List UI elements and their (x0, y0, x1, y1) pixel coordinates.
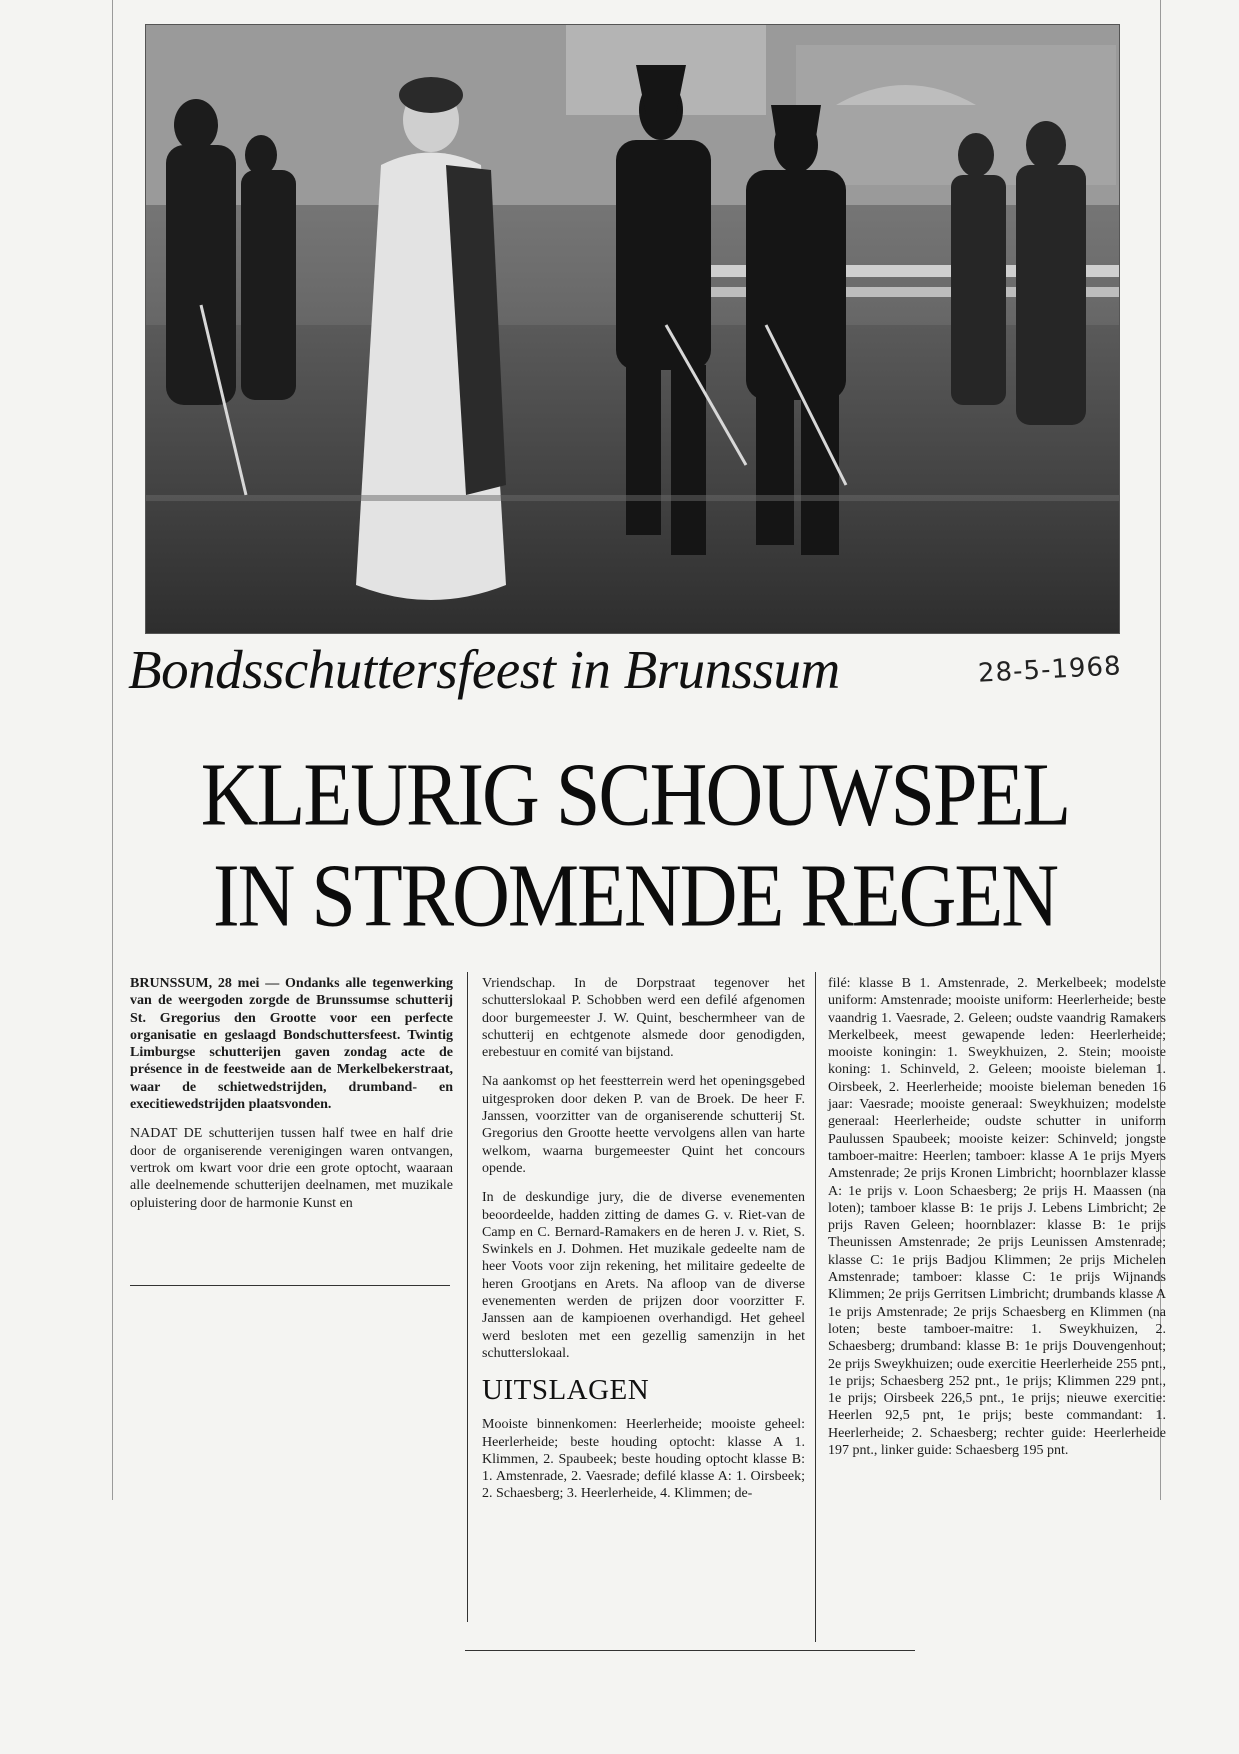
photo-icon (146, 25, 1119, 633)
article-end-rule (465, 1650, 915, 1651)
handwritten-date: 28-5-1968 (977, 651, 1123, 689)
headline (140, 745, 1130, 947)
column1-end-rule (130, 1285, 450, 1286)
scan-edge-left (112, 0, 113, 1500)
column-divider-2 (815, 972, 816, 1642)
article-column-2 (482, 975, 805, 1515)
headline-line-1: KLEURIG SCHOUWSPEL (200, 746, 1070, 845)
column-divider-1 (467, 972, 468, 1622)
headline-line-2: IN STROMENDE REGEN (213, 846, 1057, 946)
kicker-title: Bondsschuttersfeest in Brunssum (128, 639, 840, 700)
article-lead: BRUNSSUM, 28 mei — Ondanks alle tegenwerking van de weergoden zorgde de Brunssumse schutterij St. Gregorius den Grootte voor een perfecte organisatie en geslaagd Bondschuttersfeest. Twintig Limburgse schutterijen gaven zondag acte de présence in de feestweide aan de Merkelbekerstraat, waar de schietwedstrijden, drumband- en execitiewedstrijden plaatsvonden. (130, 976, 453, 1113)
results-subheading: UITSLAGEN (482, 1374, 650, 1407)
article-paragraph: NADAT DE schutterijen tussen half twee en half drie door de organiserende verenigingen waren ontvangen, vertrok om kwart voor drie een grote optocht, waaraan alle deelnemende schutterijen deelnamen, met muzikale opluistering door de harmonie Kunst en (130, 1126, 453, 1211)
article-column-3 (828, 975, 1166, 1471)
article-paragraph: Na aankomst op het feestterrein werd het openingsgebed uitgesproken door deken P. van de Broek. De heer F. Janssen, voorzitter van de organiserende schutterij St. Gregorius den Grootte heette vervolgens allen van harte welkom, waarna burgemeester Quint het concours opende. (482, 1074, 805, 1176)
results-paragraph: filé: klasse B 1. Amstenrade, 2. Merkelbeek; modelste uniform: Amstenrade; mooiste uniform: Heerlerheide; beste vaandrig 1. Vaesrade, 2. Geleen; oudste vaandrig Ramakers Merkelbeek, meest gewapende leden: Heerlerheide; mooiste koningin: 1. Sweykhuizen, 2. Stein; mooiste koning: 1. Schinveld, 2. Geleen; mooiste bieleman 1. Oirsbeek, 2. Heerlerheide; mooiste bieleman beneden 16 jaar: Vaesrade; mooiste generaal: Sweykhuizen; modelste generaal: Heerlerheide; oudste schutter in uniform Paulussen Spaubeek; mooiste keizer: Schinveld; jongste tamboer-maitre: Heerlen; tamboer: klasse A 1e prijs Myers Amstenrade; 2e prijs Kronen Limbricht; hoornblazer klasse A: 1e prijs v. Loon Schaesberg; 2e prijs H. Maassen (na loten); tamboer klasse B: 1e prijs J. Lebens Limbricht; 2e prijs Raven Geleen; hoornblazer: klasse B: 1e prijs Theunissen Amstenrade; 2e prijs Leunissen Amstenrade; klasse C: 1e prijs Badjou Klimmen; 2e prijs Michelen Amstenrade; tamboer: klasse C: 1e prijs Wijnands Klimmen; 2e prijs Gerritsen Limbricht; drumbands klasse A 1e prijs Amstenrade; 2e prijs Schaesberg en Klimmen (na loten; beste tamboer-maitre: 1. Sweykhuizen, 2. Schaesberg; drumband: klasse B: 1e prijs Douvengenhout; 2e prijs Sweykhuizen; oude exercitie Heerlerheide 255 pnt., 1e prijs; Schaesberg 252 pnt., 1e prijs; Klimmen 229 pnt., 1e prijs; Oirsbeek 226,5 pnt., 1e prijs; nieuwe exercitie: Heerlen 92,5 pnt, 1e prijs; beste commandant: 1. Heerlerheide; 2. Schaesberg; rechter guide: Heerlerheide 197 pnt., linker guide: Schaesberg 195 pnt. (828, 976, 1166, 1459)
article-paragraph: Vriendschap. In de Dorpstraat tegenover het schutterslokaal P. Schobben werd een defilé afgenomen door burgemeester J. W. Quint, beschermheer van de schutterij en echtgenote alsmede door genodigden, erebestuur en comité van bijstand. (482, 976, 805, 1061)
article-paragraph: In de deskundige jury, die de diverse evenementen beoordeelde, hadden zitting de dames G. v. Riet-van de Camp en C. Bernard-Ramakers en de heren J. v. Riet, S. Swinkels en J. Dohmen. Het muzikale gedeelte nam de heer Voots voor zijn rekening, het militaire gedeelte de heren Grootjans en Arets. Na afloop van de diverse evenementen werden de prijzen door voorzitter F. Janssen aan de kampioenen overhandigd. Het geheel werd besloten met een gezellig samenzijn in het schutterslokaal. (482, 1190, 805, 1361)
article-column-1 (130, 975, 453, 1224)
news-photo (145, 24, 1120, 634)
results-paragraph: Mooiste binnenkomen: Heerlerheide; mooiste geheel: Heerlerheide; beste houding optocht: klasse A 1. Klimmen, 2. Spaubeek; beste houding optocht klasse B: 1. Amstenrade, 2. Vaesrade; defilé klasse A: 1. Oirsbeek; 2. Schaesberg; 3. Heerlerheide, 4. Klimmen; de- (482, 1417, 805, 1502)
